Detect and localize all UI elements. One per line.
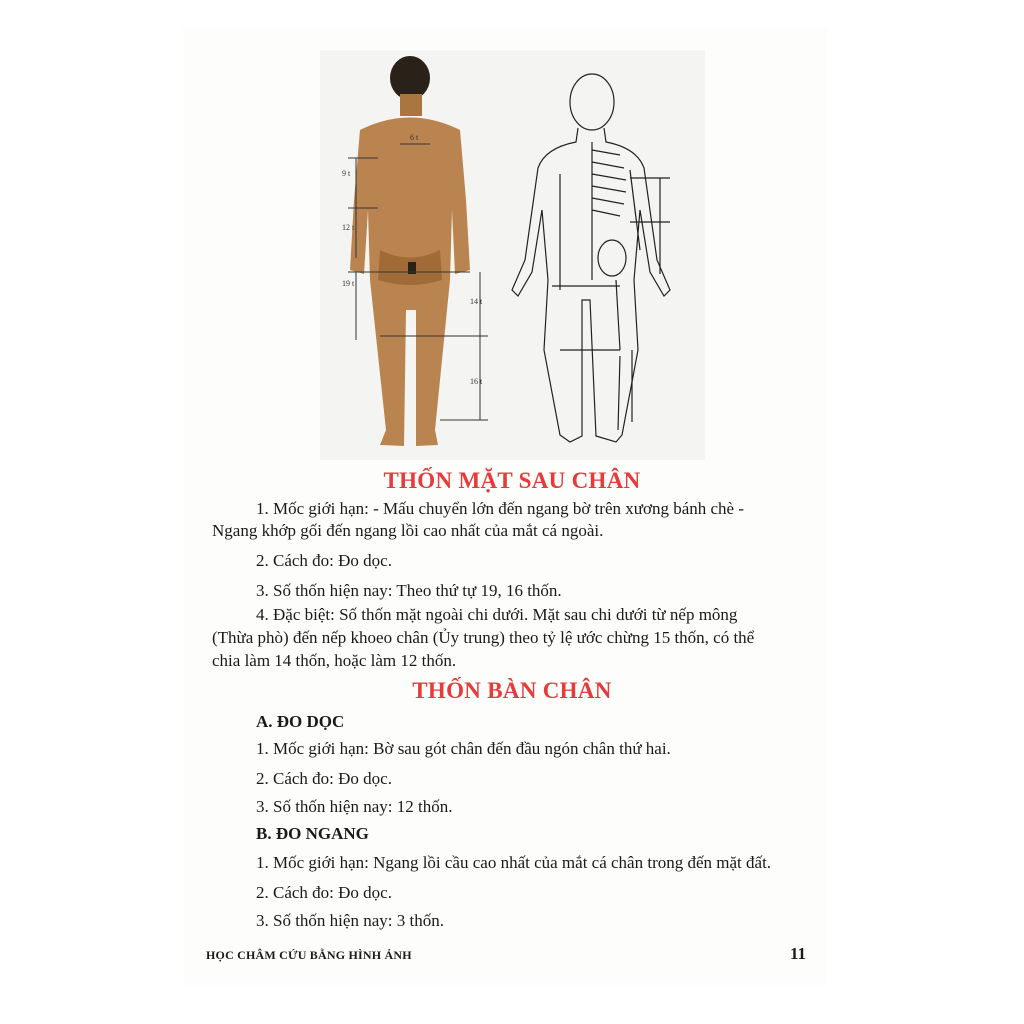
paragraph-a1: 1. Mốc giới hạn: Bờ sau gót chân đến đầu ngón chân thứ hai. <box>256 739 671 758</box>
paragraph-a2: 2. Cách đo: Đo dọc. <box>256 769 392 788</box>
subheading-longitudinal: A. ĐO DỌC <box>256 712 345 731</box>
paragraph-landmarks-line1: 1. Mốc giới hạn: - Mấu chuyển lớn đến ngang bờ trên xương bánh chè - <box>256 499 745 518</box>
page-number: 11 <box>790 944 807 963</box>
paragraph-special-line1: 4. Đặc biệt: Số thốn mặt ngoài chi dưới. Mặt sau chi dưới từ nếp mông <box>256 605 738 624</box>
label-14t: 14 t <box>470 297 483 306</box>
paragraph-b1: 1. Mốc giới hạn: Ngang lồi cầu cao nhất của mắt cá chân trong đến mặt đất. <box>256 853 772 872</box>
paragraph-special-line2: (Thừa phò) đến nếp khoeo chân (Ủy trung) theo tỷ lệ ước chừng 15 thốn, có thể <box>212 628 755 647</box>
paragraph-a3: 3. Số thốn hiện nay: 12 thốn. <box>256 797 453 816</box>
anatomy-illustration <box>320 50 705 460</box>
paragraph-b2: 2. Cách đo: Đo dọc. <box>256 883 392 902</box>
paragraph-b3: 3. Số thốn hiện nay: 3 thốn. <box>256 911 444 930</box>
label-12t: 12 t <box>342 223 355 232</box>
label-9t: 9 t <box>342 169 351 178</box>
subheading-transverse: B. ĐO NGANG <box>256 824 369 843</box>
label-16t: 16 t <box>470 377 483 386</box>
running-footer-title: HỌC CHÂM CỨU BẰNG HÌNH ẢNH <box>206 948 412 962</box>
section-title-foot: THỐN BÀN CHÂN <box>412 678 612 703</box>
section-title-back-leg: THỐN MẶT SAU CHÂN <box>383 468 641 493</box>
label-6t: 6 t <box>410 133 419 142</box>
label-19t: 19 t <box>342 279 355 288</box>
paragraph-landmarks-line2: Ngang khớp gối đến ngang lồi cao nhất của mắt cá ngoài. <box>212 521 604 540</box>
paragraph-special-line3: chia làm 14 thốn, hoặc làm 12 thốn. <box>212 651 457 670</box>
paragraph-count: 3. Số thốn hiện nay: Theo thứ tự 19, 16 thốn. <box>256 581 562 600</box>
paragraph-method: 2. Cách đo: Đo dọc. <box>256 551 392 570</box>
